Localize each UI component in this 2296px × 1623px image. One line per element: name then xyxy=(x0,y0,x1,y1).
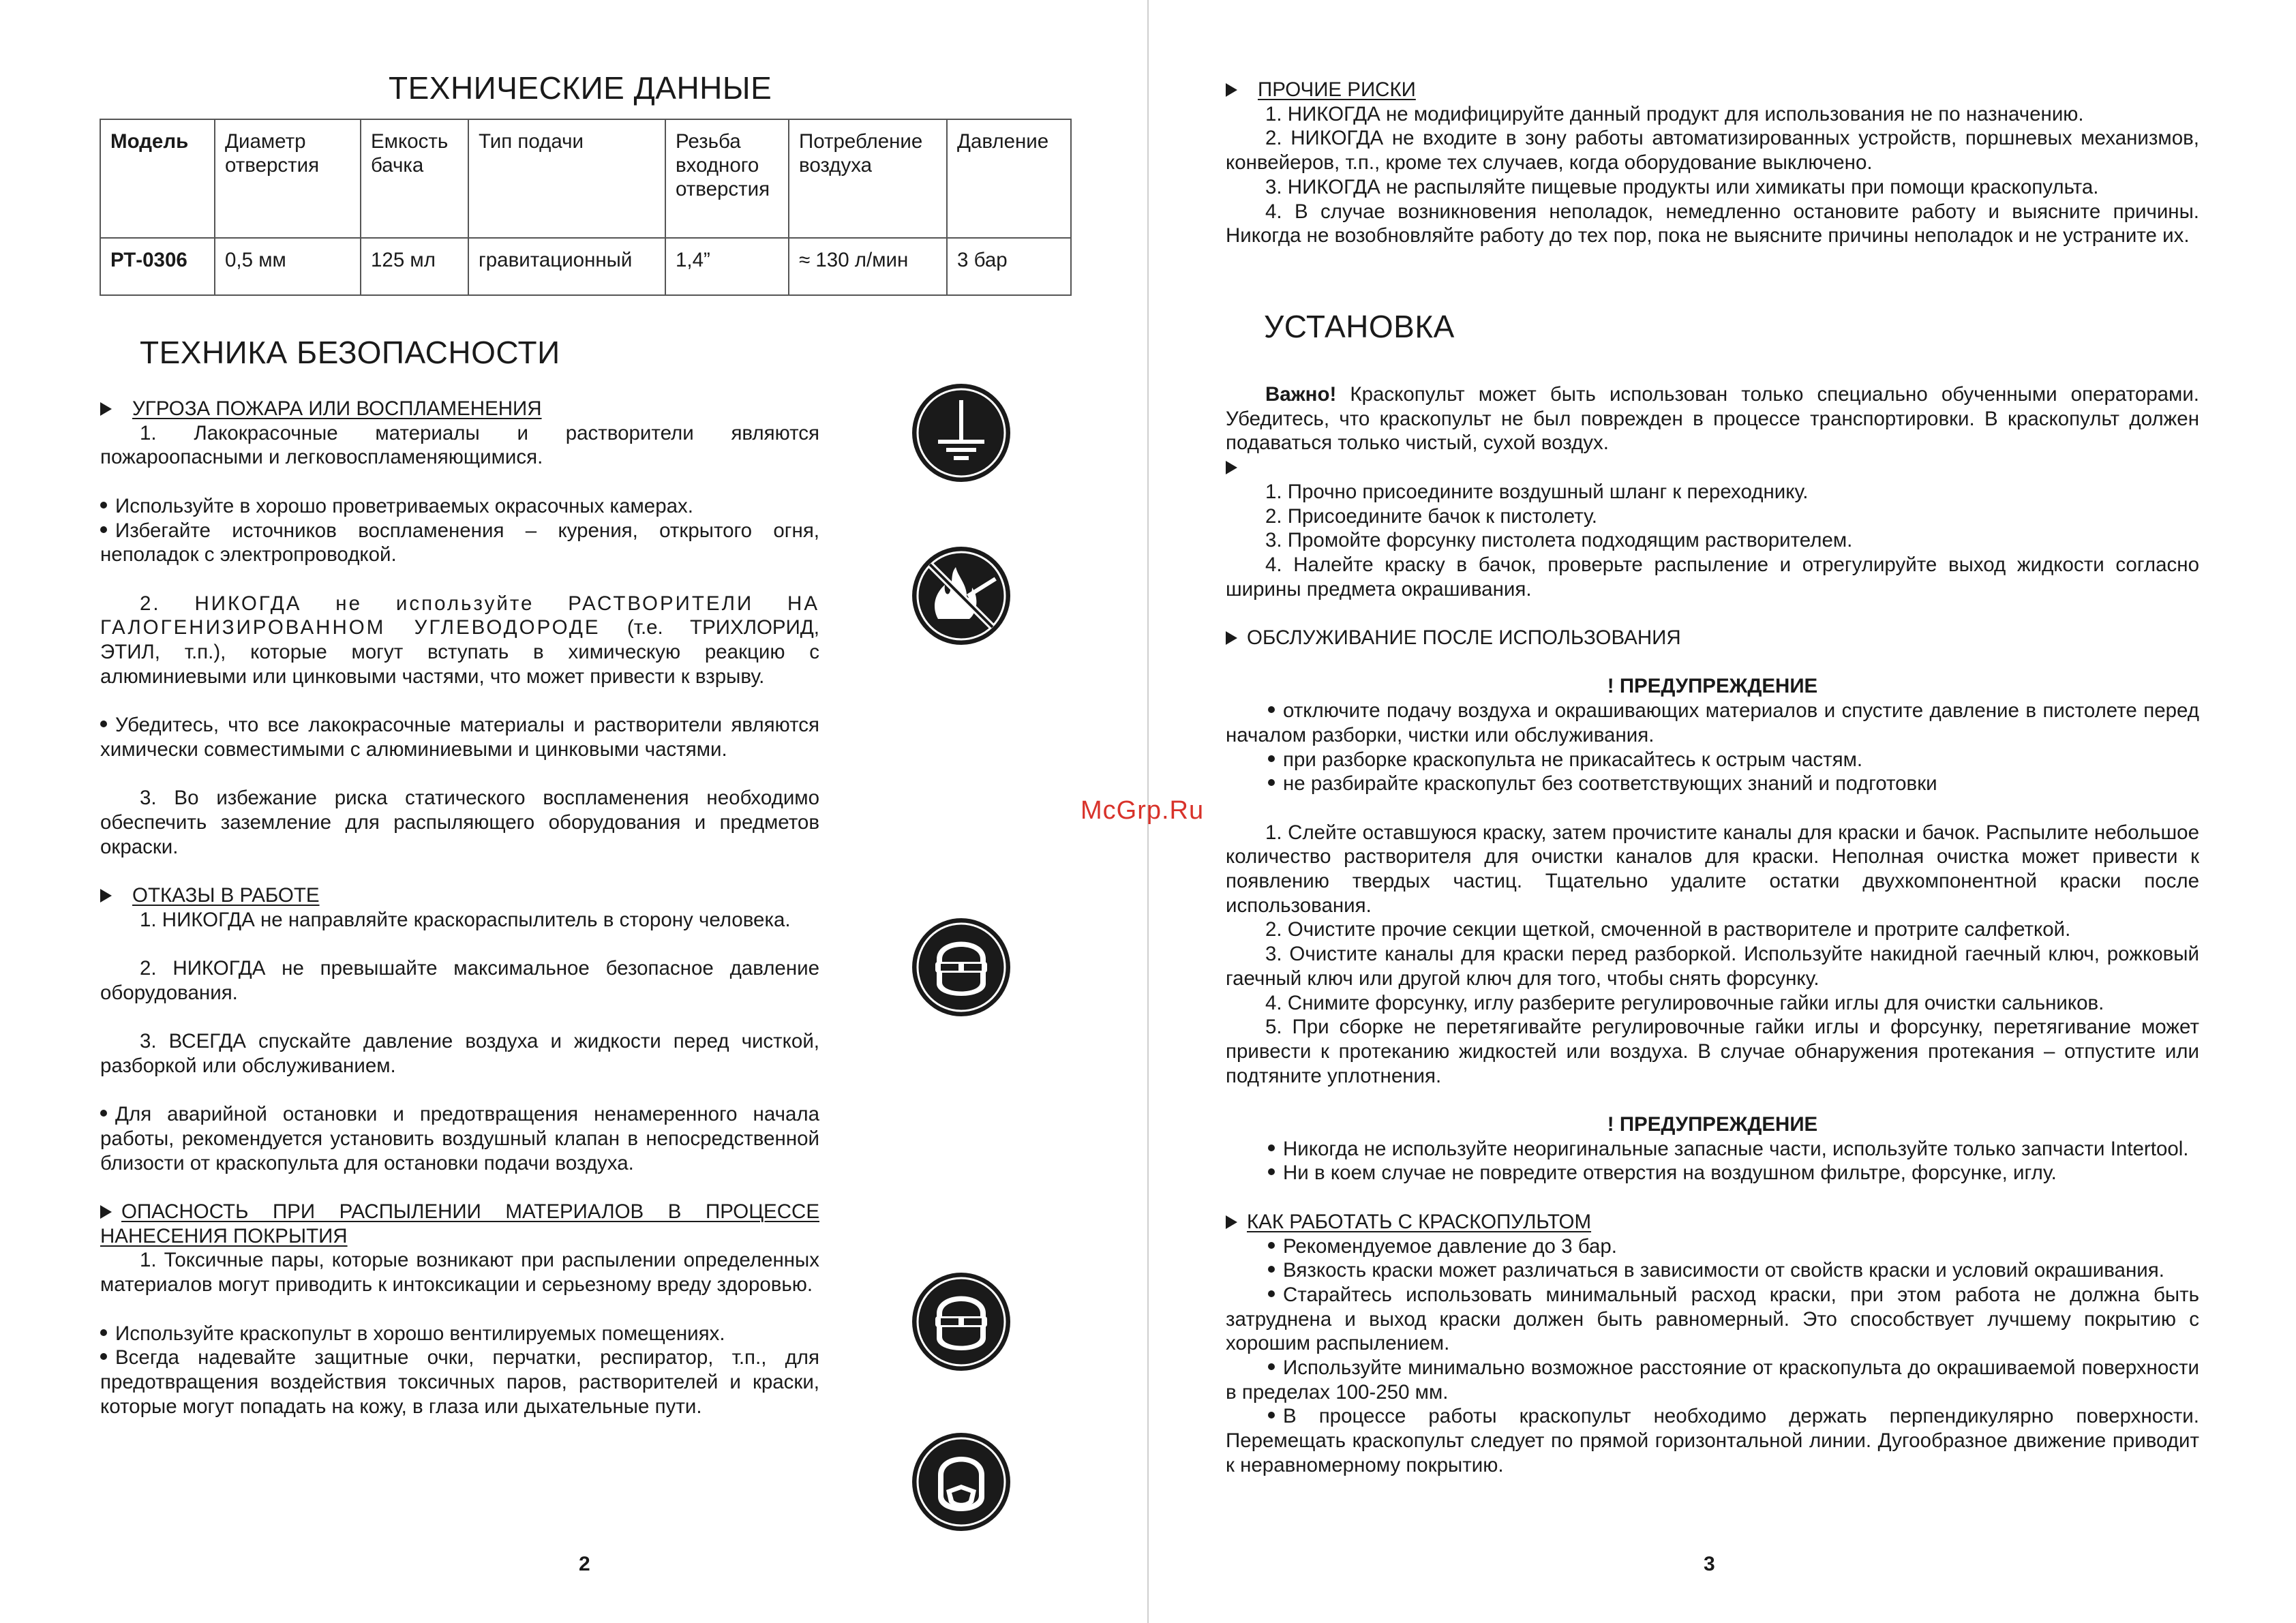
warning-heading: ! ПРЕДУПРЕЖДЕНИЕ xyxy=(1607,675,1818,698)
howto-bullet: В процессе работы краскопульт необходимо держать перпендикулярно поверхности. Перемещать краскопульт следует по прямой горизонтальной линии. Дугообразное движение приводит к неравномерному покрытию. xyxy=(1226,1405,2199,1476)
triangle-bullet-icon xyxy=(1226,83,1237,97)
tech-data-title: ТЕХНИЧЕСКИЕ ДАННЫЕ xyxy=(389,70,772,106)
bullet-icon xyxy=(1268,1168,1275,1175)
grounding-icon xyxy=(911,382,1012,483)
failures-bullet: Для аварийной остановки и предотвращения ненамеренного начала работы, рекомендуется установить воздушный клапан в непосредственной близости от краскопульта для остановки подачи воздуха. xyxy=(100,1103,819,1174)
howto-bullet: Используйте минимально возможное расстояние от краскопульта до окрашиваемой поверхности в пределах 100-250 мм. xyxy=(1226,1356,2199,1404)
failures-p2: 2. НИКОГДА не превышайте максимальное безопасное давление оборудования. xyxy=(100,957,819,1004)
failures-p1: 1. НИКОГДА не направляйте краскораспылитель в сторону человека. xyxy=(140,908,791,931)
bullet-icon xyxy=(1268,706,1275,713)
howto-bullet: Рекомендуемое давление до 3 бар. xyxy=(1226,1234,2199,1259)
bullet-icon xyxy=(100,721,107,727)
fire-bullet: Используйте в хорошо проветриваемых окрасочных камерах. xyxy=(100,494,819,519)
table-cell: 1,4” xyxy=(665,238,789,295)
table-cell: 0,5 мм xyxy=(215,238,361,295)
service-heading: ОБСЛУЖИВАНИЕ ПОСЛЕ ИСПОЛЬЗОВАНИЯ xyxy=(1226,626,2199,650)
table-header-row xyxy=(100,119,1071,238)
howto-bullet: Вязкость краски может различаться в зависимости от свойств краски и условий окрашивания. xyxy=(1226,1258,2199,1283)
triangle-bullet-icon xyxy=(100,402,112,416)
other-risks-heading: ПРОЧИЕ РИСКИ xyxy=(1226,78,2199,102)
table-header-cell: Модель xyxy=(100,119,215,238)
install-step: 3. Промойте форсунку пистолета подходящим растворителем. xyxy=(1265,529,1853,552)
spray-heading: ОПАСНОСТЬ ПРИ РАСПЫЛЕНИИ МАТЕРИАЛОВ В ПРОЦЕССЕ НАНЕСЕНИЯ ПОКРЫТИЯ xyxy=(100,1200,819,1247)
bullet-icon xyxy=(1268,1242,1275,1249)
bullet-icon xyxy=(100,1353,107,1360)
bullet-icon xyxy=(1268,1290,1275,1297)
table-header-cell: Давление xyxy=(947,119,1071,238)
bullet-icon xyxy=(1268,1266,1275,1273)
table-header-cell: Емкость бачка xyxy=(361,119,468,238)
bullet-icon xyxy=(1268,1363,1275,1370)
bullet-icon xyxy=(100,1329,107,1336)
face-shield-icon xyxy=(911,1271,1012,1372)
fire-p3: 3. Во избежание риска статического воспламенения необходимо обеспечить заземление для распыляющего оборудования и предметов окраски. xyxy=(100,787,819,858)
bullet-icon xyxy=(1268,779,1275,786)
fire-p1: 1. Лакокрасочные материалы и растворители являются пожароопасными и легковоспламеняющимися. xyxy=(100,421,819,469)
warning-heading: ! ПРЕДУПРЕЖДЕНИЕ xyxy=(1607,1113,1818,1136)
fire-p2: 2. НИКОГДА не используйте РАСТВОРИТЕЛИ НА ГАЛОГЕНИЗИРОВАННОМ УГЛЕВОДОРОДЕ (т.е. ТРИХЛОРИД, ЭТИЛ, т.п.), которые могут вступать в химическую реакцию с алюминиевыми или цинковыми частями, что может привести к взрыву. xyxy=(100,592,819,688)
install-marker xyxy=(1226,455,2199,480)
respirator-icon xyxy=(911,1431,1012,1532)
bullet-icon xyxy=(1268,755,1275,762)
other-risks-section xyxy=(1226,78,2199,248)
page-number-left: 2 xyxy=(579,1553,590,1575)
page-left xyxy=(0,0,1147,1623)
spray-bullet: Всегда надевайте защитные очки, перчатки, респиратор, т.п., для предотвращения воздействия токсичных паров, растворителей и краски, которые могут попадать на кожу, в глаза или дыхательные пути. xyxy=(100,1346,819,1418)
other-risks-p3: 3. НИКОГДА не распыляйте пищевые продукты или химикаты при помощи краскопульта. xyxy=(1265,175,2099,198)
watermark: McGrp.Ru xyxy=(1081,796,1205,825)
howto-bullet: Старайтесь использовать минимальный расход краски, при этом работа не должна быть затруднена и выход краски должен быть равномерный. Это способствует лучшему покрытию с хорошим распылением. xyxy=(1226,1283,2199,1355)
safety-column xyxy=(100,397,819,1419)
table-cell: ≈ 130 л/мин xyxy=(789,238,947,295)
page-right xyxy=(1148,0,2296,1623)
install-step: 4. Налейте краску в бачок, проверьте распыление и отрегулируйте выход жидкости согласно ширины предмета окрашивания. xyxy=(1226,553,2199,601)
service-p2: 2. Очистите прочие секции щеткой, смоченной в растворителе и протрите салфеткой. xyxy=(1265,918,2071,941)
service-p4: 4. Снимите форсунку, иглу разберите регулировочные гайки иглы для очистки сальников. xyxy=(1265,991,2104,1014)
fire-heading: УГРОЗА ПОЖАРА ИЛИ ВОСПЛАМЕНЕНИЯ xyxy=(100,397,819,421)
service-p3: 3. Очистите каналы для краски перед разборкой. Используйте накидной гаечный ключ, рожковый гаечный ключ или другой ключ для того, чтобы снять форсунку. xyxy=(1226,943,2199,990)
warning-bullet: Ни в коем случае не повредите отверстия на воздушном фильтре, форсунке, иглу. xyxy=(1226,1161,2199,1185)
howto-heading: КАК РАБОТАТЬ С КРАСКОПУЛЬТОМ xyxy=(1226,1210,2199,1234)
spray-bullet: Используйте краскопульт в хорошо вентилируемых помещениях. xyxy=(100,1322,819,1346)
triangle-bullet-icon xyxy=(1226,631,1237,645)
install-title: УСТАНОВКА xyxy=(1264,309,1455,344)
safety-title: ТЕХНИКА БЕЗОПАСНОСТИ xyxy=(140,335,560,370)
triangle-bullet-icon xyxy=(100,1205,112,1219)
triangle-bullet-icon xyxy=(1226,461,1237,474)
table-cell: РТ-0306 xyxy=(100,238,215,295)
spray-p1: 1. Токсичные пары, которые возникают при распылении определенных материалов могут приводить к интоксикации и серьезному вреду здоровью. xyxy=(100,1249,819,1296)
right-column xyxy=(1226,382,2199,1478)
warning-bullet: при разборке краскопульта не прикасайтесь к острым частям. xyxy=(1226,748,2199,772)
bullet-icon xyxy=(1268,1144,1275,1151)
failures-p3: 3. ВСЕГДА спускайте давление воздуха и жидкости перед чисткой, разборкой или обслуживанием. xyxy=(100,1030,819,1077)
warning-bullet: не разбирайте краскопульт без соответствующих знаний и подготовки xyxy=(1226,772,2199,796)
fire-bullet: Избегайте источников воспламенения – курения, открытого огня, неполадок с электропроводкой. xyxy=(100,519,819,566)
no-open-flame-icon xyxy=(911,545,1012,646)
tech-data-table xyxy=(100,119,1072,296)
table-row xyxy=(100,238,1071,295)
fire-bullet: Убедитесь, что все лакокрасочные материалы и растворители являются химически совместимыми с алюминиевыми и цинковыми частями. xyxy=(100,714,819,761)
table-cell: 3 бар xyxy=(947,238,1071,295)
warning-bullet: Никогда не используйте неоригинальные запасные части, используйте только запчасти Intertool. xyxy=(1226,1137,2199,1162)
bullet-icon xyxy=(100,1110,107,1117)
other-risks-p1: 1. НИКОГДА не модифицируйте данный продукт для использования не по назначению. xyxy=(1265,102,2084,125)
warning-bullet: отключите подачу воздуха и окрашивающих материалов и спустите давление в пистолете перед началом разборки, чистки или обслуживания. xyxy=(1226,699,2199,746)
service-p1: 1. Слейте оставшуюся краску, затем прочистите каналы для краски и бачок. Распылите небольшое количество растворителя для очистки каналов для краски. Неполная очистка может привести к появлению твердых частиц. Тщательно удалите остатки двухкомпонентной краски после использования. xyxy=(1226,821,2199,917)
page-number-right: 3 xyxy=(1704,1553,1715,1575)
face-shield-icon xyxy=(911,917,1012,1018)
service-p5: 5. При сборке не перетягивайте регулировочные гайки иглы и форсунку, перетягивание может привести к протеканию жидкостей или воздуха. В случае обнаружения протекания – отпустите или подтяните уплотнения. xyxy=(1226,1016,2199,1087)
other-risks-p4: 4. В случае возникновения неполадок, немедленно остановите работу и выясните причины. Никогда не возобновляйте работу до тех пор, пока не выясните причины неполадок и не устраните их. xyxy=(1226,200,2199,247)
table-header-cell: Резьба входного отверстия xyxy=(665,119,789,238)
triangle-bullet-icon xyxy=(1226,1215,1237,1229)
failures-heading: ОТКАЗЫ В РАБОТЕ xyxy=(100,883,819,908)
table-header-cell: Диаметр отверстия xyxy=(215,119,361,238)
bullet-icon xyxy=(100,502,107,509)
other-risks-p2: 2. НИКОГДА не входите в зону работы автоматизированных устройств, поршневых механизмов, конвейеров, т.п., кроме тех случаев, когда оборудование выключено. xyxy=(1226,127,2199,175)
table-header-cell: Тип подачи xyxy=(468,119,665,238)
table-cell: 125 мл xyxy=(361,238,468,295)
triangle-bullet-icon xyxy=(100,889,112,902)
install-step: 2. Присоедините бачок к пистолету. xyxy=(1265,504,1597,528)
table-header-cell: Потребление воздуха xyxy=(789,119,947,238)
install-important: Важно! Краскопульт может быть использован только специально обученными операторами. Убедитесь, что краскопульт не был поврежден в процессе транспортировки. В краскопульт должен подаваться только чистый, сухой воздух. xyxy=(1226,383,2199,455)
bullet-icon xyxy=(100,526,107,533)
table-cell: гравитационный xyxy=(468,238,665,295)
install-step: 1. Прочно присоедините воздушный шланг к переходнику. xyxy=(1265,480,1809,503)
bullet-icon xyxy=(1268,1412,1275,1419)
